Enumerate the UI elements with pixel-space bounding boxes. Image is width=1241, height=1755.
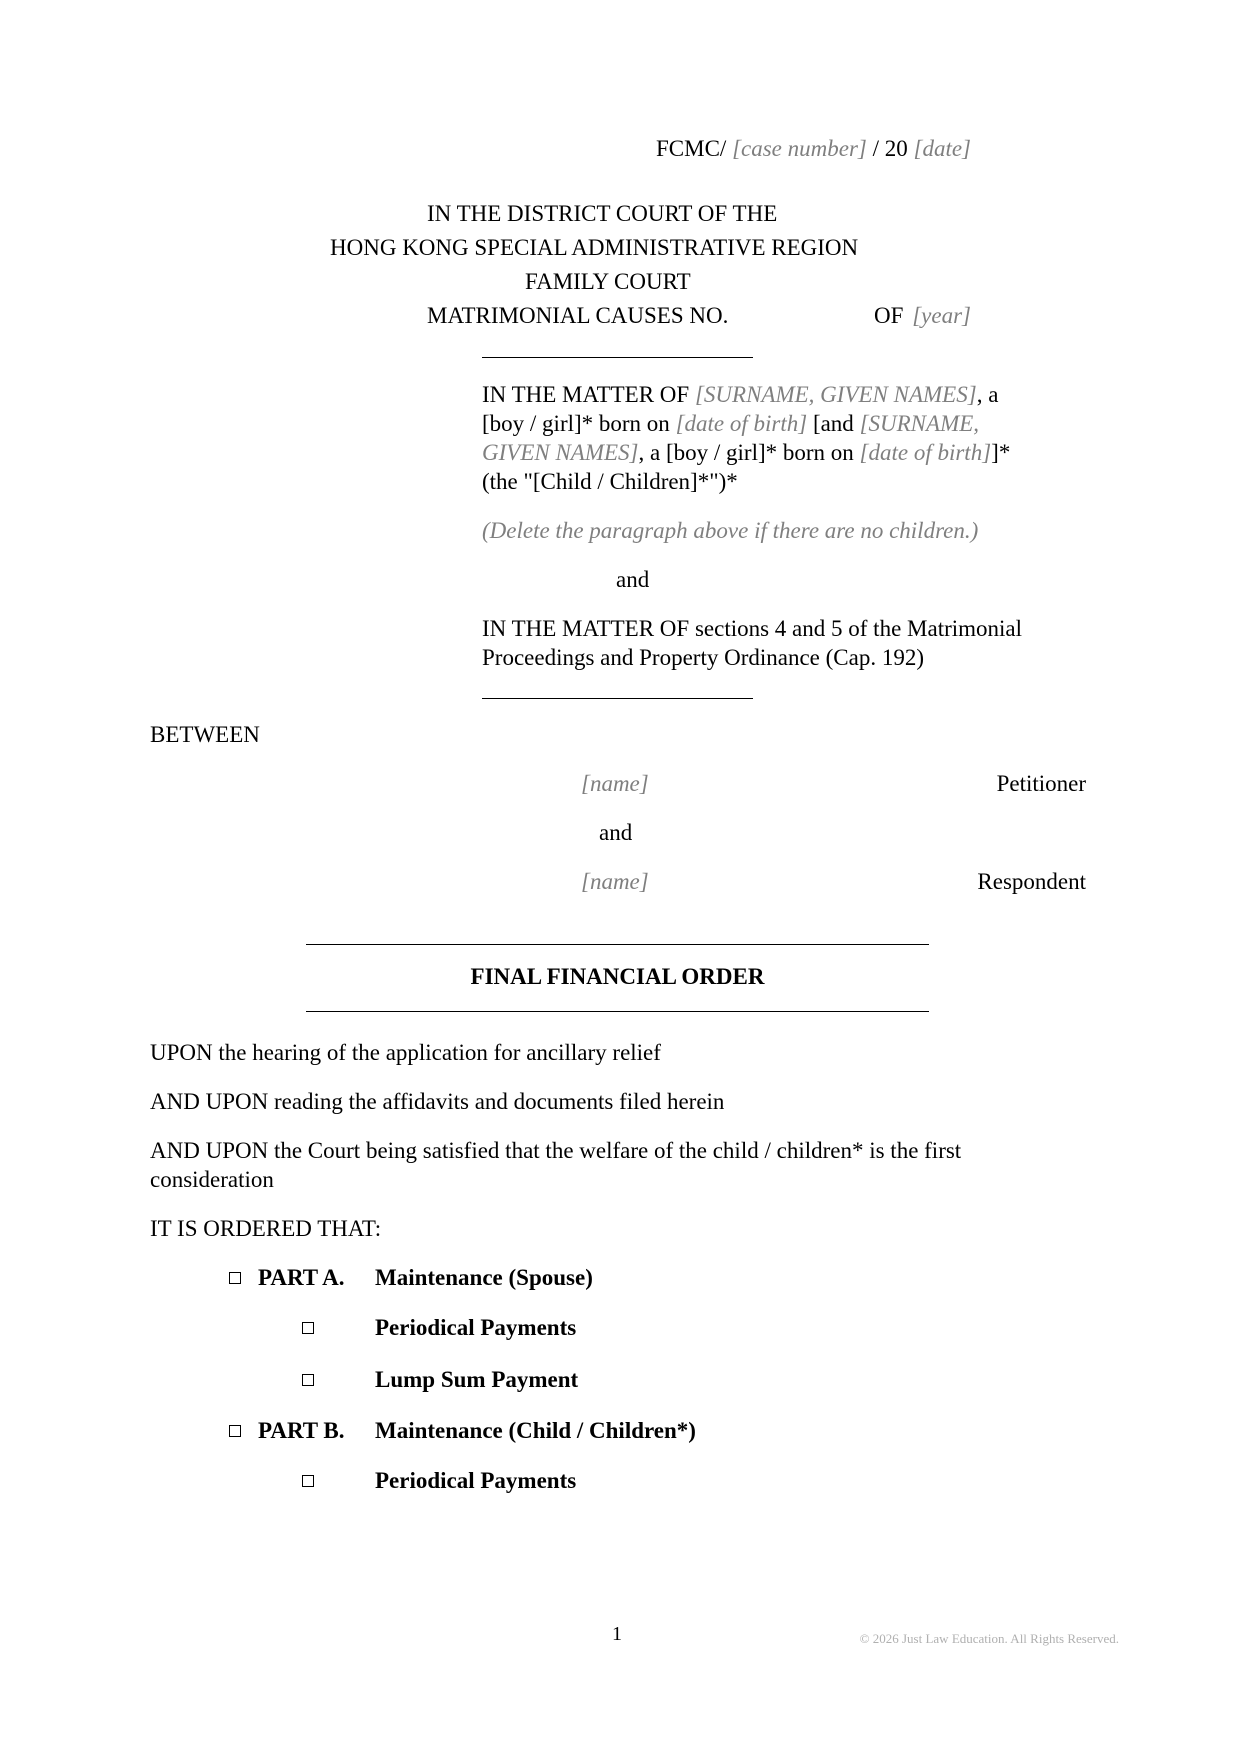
- between-label: BETWEEN: [150, 722, 260, 747]
- child-dob-placeholder[interactable]: [date of birth]: [675, 411, 808, 436]
- matter-and-label: and: [616, 567, 650, 592]
- recital-welfare-line-2: consideration: [150, 1167, 274, 1192]
- part-b-checkbox[interactable]: [229, 1425, 241, 1437]
- matter-children-line-3: GIVEN NAMES], a [boy / girl]* born on [date of birth]]*: [482, 440, 1011, 465]
- part-a-title: Maintenance (Spouse): [375, 1265, 593, 1290]
- part-b-periodical-label: Periodical Payments: [375, 1468, 577, 1493]
- court-line-2: HONG KONG SPECIAL ADMINISTRATIVE REGION: [330, 235, 859, 260]
- year-placeholder[interactable]: [year]: [912, 303, 971, 328]
- part-a-label: PART A.: [258, 1265, 345, 1290]
- divider-rule: [482, 698, 753, 699]
- child-name-placeholder[interactable]: [SURNAME, GIVEN NAMES]: [694, 382, 977, 407]
- matter-ordinance-line-1: IN THE MATTER OF sections 4 and 5 of the Matrimonial: [482, 616, 1023, 641]
- second-child-given-names-placeholder[interactable]: GIVEN NAMES]: [482, 440, 639, 465]
- second-child-surname-placeholder[interactable]: [SURNAME,: [859, 411, 980, 436]
- title-bottom-rule: [306, 1011, 929, 1012]
- recital-hearing: UPON the hearing of the application for ancillary relief: [150, 1040, 661, 1065]
- page-number: 1: [612, 1623, 622, 1645]
- ordered-label: IT IS ORDERED THAT:: [150, 1216, 382, 1241]
- part-a-lump-sum-checkbox[interactable]: [302, 1374, 314, 1386]
- part-b-title: Maintenance (Child / Children*): [375, 1418, 696, 1443]
- matrimonial-causes-label: MATRIMONIAL CAUSES NO.: [427, 303, 729, 328]
- of-label: OF: [874, 303, 904, 328]
- part-a-lump-sum-label: Lump Sum Payment: [375, 1367, 579, 1392]
- date-placeholder[interactable]: [date]: [913, 136, 971, 161]
- fcmc-prefix: FCMC/: [655, 136, 727, 161]
- year-prefix: / 20: [872, 136, 908, 161]
- court-line-1: IN THE DISTRICT COURT OF THE: [427, 201, 778, 226]
- respondent-name-placeholder[interactable]: [name]: [581, 869, 649, 894]
- court-line-3: FAMILY COURT: [525, 269, 691, 294]
- respondent-label: Respondent: [977, 869, 1086, 894]
- order-title: FINAL FINANCIAL ORDER: [470, 964, 765, 989]
- matter-ordinance-line-2: Proceedings and Property Ordinance (Cap. 192): [482, 645, 924, 670]
- matter-children-line-4: (the "[Child / Children]*")*: [482, 469, 738, 494]
- case-number-header: [656, 134, 971, 163]
- part-a-checkbox[interactable]: [229, 1272, 241, 1284]
- delete-paragraph-note: (Delete the paragraph above if there are no children.): [482, 518, 979, 543]
- case-number-placeholder[interactable]: [case number]: [732, 136, 867, 161]
- title-top-rule: [306, 944, 929, 945]
- divider-rule: [482, 357, 753, 358]
- part-a-periodical-checkbox[interactable]: [302, 1322, 314, 1334]
- part-b-label: PART B.: [258, 1418, 345, 1443]
- copyright-notice: © 2026 Just Law Education. All Rights Reserved.: [859, 1631, 1119, 1646]
- matter-children-line-1: IN THE MATTER OF [SURNAME, GIVEN NAMES], a: [482, 382, 999, 407]
- second-child-dob-placeholder[interactable]: [date of birth]: [859, 440, 992, 465]
- matter-children-line-2: [boy / girl]* born on [date of birth] [and [SURNAME,: [482, 411, 980, 436]
- petitioner-name-placeholder[interactable]: [name]: [581, 771, 649, 796]
- recital-welfare-line-1: AND UPON the Court being satisfied that the welfare of the child / children* is the first: [150, 1138, 962, 1163]
- part-b-periodical-checkbox[interactable]: [302, 1475, 314, 1487]
- recital-reading: AND UPON reading the affidavits and documents filed herein: [150, 1089, 725, 1114]
- part-a-periodical-label: Periodical Payments: [375, 1315, 577, 1340]
- parties-and-label: and: [599, 820, 633, 845]
- petitioner-label: Petitioner: [996, 771, 1086, 796]
